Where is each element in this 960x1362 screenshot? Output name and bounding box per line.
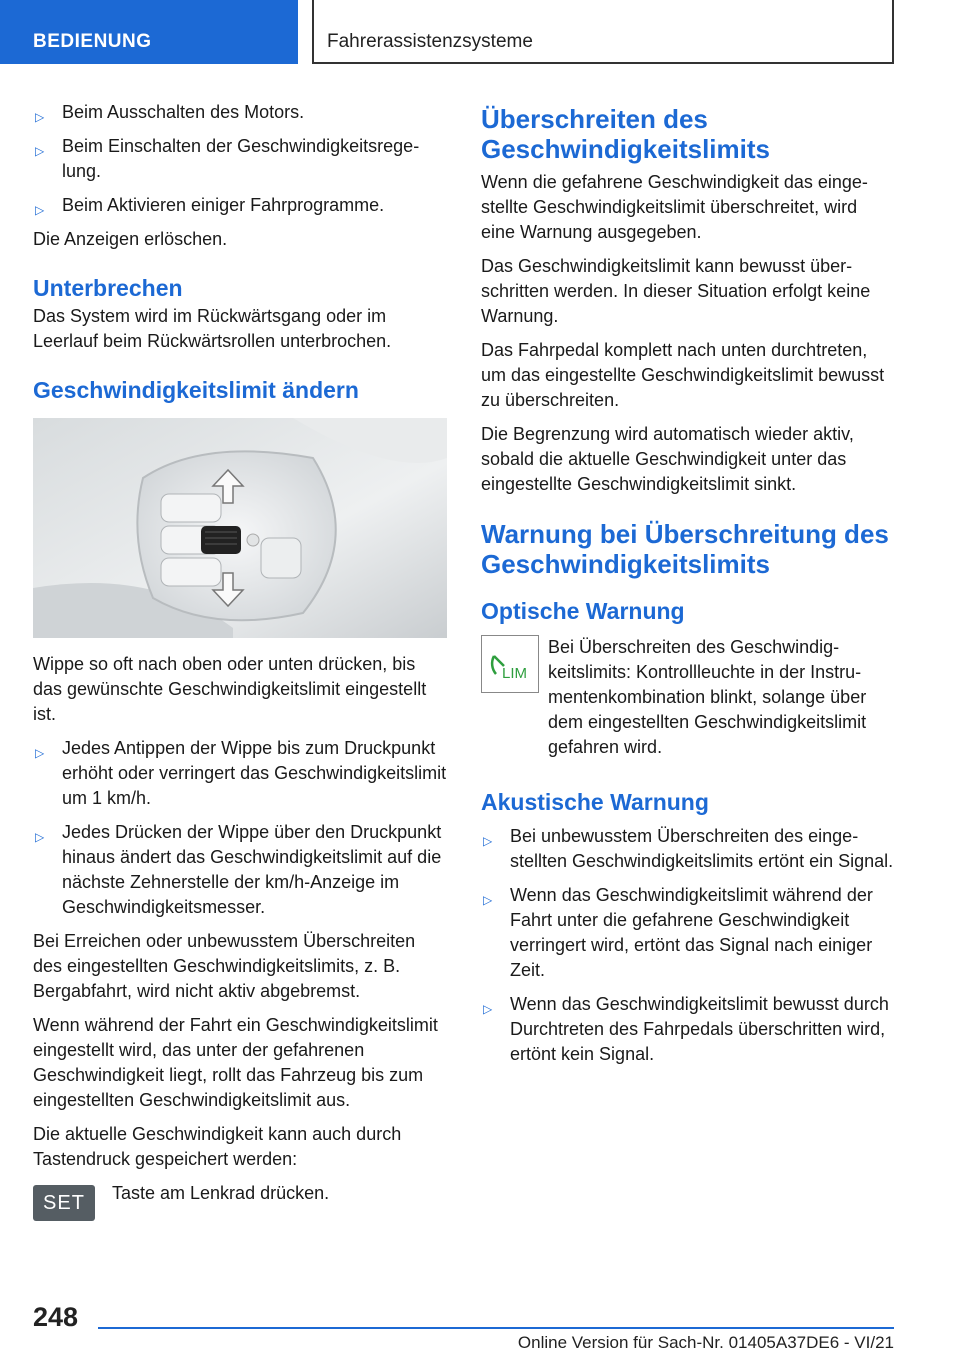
bullet-list-wippe — [33, 736, 447, 920]
heading-akustisch: Akustische Warnung — [481, 789, 709, 815]
heading-warnung: Warnung bei Überschreitung des Geschwindigkeitslimits — [481, 519, 889, 579]
lim-gauge-icon — [482, 636, 537, 691]
triangle-bullet-icon: ▷ — [35, 830, 45, 844]
paragraph: Die Anzeigen erlöschen. — [33, 229, 228, 249]
steering-wheel-rocker-photo — [33, 418, 447, 638]
paragraph: Bei Überschreiten des Geschwindigkeitslimits: Kontrollleuchte in der Instrumentenkombination blinkt, solange über dem eingestellten Geschwindigkeitslimit gefahren wird. — [548, 637, 867, 757]
triangle-bullet-icon: ▷ — [483, 893, 493, 907]
footer-divider — [98, 1327, 894, 1329]
paragraph: Die aktuelle Geschwindigkeit kann auch durch Tastendruck gespeichert werden: — [33, 1124, 402, 1169]
list-item: ▷ Beim Ausschalten des Motors. — [33, 100, 447, 125]
list-item: ▷ Jedes Antippen der Wippe bis zum Druckpunkt erhöht oder verringert das Geschwindigkeitslimit um 1 km/h. — [35, 738, 447, 808]
triangle-bullet-icon: ▷ — [483, 1002, 493, 1016]
triangle-bullet-icon: ▷ — [35, 110, 45, 124]
page-number: 248 — [33, 1302, 79, 1332]
list-item: ▷ Bei unbewusstem Überschreiten des eingestellten Geschwindigkeitslimits ertönt ein Signal. — [483, 826, 894, 871]
paragraph: Das Geschwindigkeitslimit kann bewusst überschritten werden. In dieser Situation erfolgt keine Warnung. — [481, 256, 871, 326]
heading-ueberschreiten: Überschreiten des Geschwindigkeitslimits — [481, 104, 770, 164]
list-item: ▷ Wenn das Geschwindigkeitslimit während der Fahrt unter die gefahrene Geschwindigkeit verringert wird, ertönt das Signal nach einiger Zeit. — [483, 885, 873, 980]
paragraph: Die Begrenzung wird automatisch wieder aktiv, sobald die aktuelle Geschwindigkeit unter das eingestellte Geschwindigkeitslimit sinkt. — [481, 424, 854, 494]
bullet-list-end — [33, 100, 447, 218]
list-item: ▷ Wenn das Geschwindigkeitslimit bewusst durch Durchtreten des Fahrpedals überschritten wird, ertönt kein Signal. — [483, 994, 889, 1064]
footer-version-text: Online Version für Sach-Nr. 01405A37DE6 - VI/21 — [517, 1333, 894, 1352]
right-column — [481, 104, 895, 1076]
chapter-header — [312, 0, 894, 64]
triangle-bullet-icon: ▷ — [35, 144, 45, 158]
paragraph: Wenn die gefahrene Geschwindigkeit das eingestellte Geschwindigkeitslimit überschreitet, wird eine Warnung ausgegeben. — [481, 172, 868, 242]
paragraph: Das System wird im Rückwärtsgang oder im Leerlauf beim Rückwärtsrollen unterbrochen. — [33, 306, 392, 351]
heading-limit-aendern: Geschwindigkeitslimit ändern — [33, 377, 359, 403]
triangle-bullet-icon: ▷ — [35, 203, 45, 217]
set-button-icon: SET — [33, 1185, 95, 1221]
triangle-bullet-icon: ▷ — [483, 834, 493, 848]
list-item: ▷ Beim Aktivieren einiger Fahrprogramme. — [33, 193, 447, 218]
heading-unterbrechen: Unterbrechen — [33, 275, 183, 301]
bullet-list-akustisch — [481, 824, 895, 1067]
set-button-row — [33, 1181, 447, 1241]
paragraph: Bei Erreichen oder unbewusstem Überschreiten des eingestellten Geschwindigkeitslimits, z. B. Bergabfahrt, wird nicht aktiv abgebremst. — [33, 931, 416, 1001]
section-title: BEDIENUNG — [33, 31, 152, 52]
triangle-bullet-icon: ▷ — [35, 746, 45, 760]
speed-limit-warning-icon — [481, 635, 539, 693]
paragraph: Wenn während der Fahrt ein Geschwindigkeitslimit eingestellt wird, das unter der gefahrenen Geschwindigkeit liegt, rollt das Fahrzeug bis zum eingestellten Geschwindigkeitslimit aus. — [33, 1015, 438, 1110]
list-item: ▷ Beim Einschalten der Geschwindigkeitsregelung. — [35, 136, 420, 181]
paragraph: Wippe so oft nach oben oder unten drücken, bis das gewünschte Geschwindigkeitslimit eingestellt ist. — [33, 654, 427, 724]
optical-warning-block — [481, 635, 895, 760]
paragraph: Taste am Lenkrad drücken. — [112, 1183, 330, 1203]
list-item: ▷ Jedes Drücken der Wippe über den Druckpunkt hinaus ändert das Geschwindigkeitslimit auf die nächste Zehnerstelle der km/h-Anzeige im Geschwindigkeitsmesser. — [35, 822, 442, 917]
svg-text:LIM: LIM — [502, 665, 528, 682]
left-column — [33, 100, 447, 1241]
paragraph: Das Fahrpedal komplett nach unten durchtreten, um das eingestellte Geschwindigkeitslimit bewusst zu überschreiten. — [481, 340, 885, 410]
section-tab — [0, 0, 298, 64]
chapter-title: Fahrerassistenzsysteme — [327, 31, 533, 52]
heading-optisch: Optische Warnung — [481, 598, 685, 624]
